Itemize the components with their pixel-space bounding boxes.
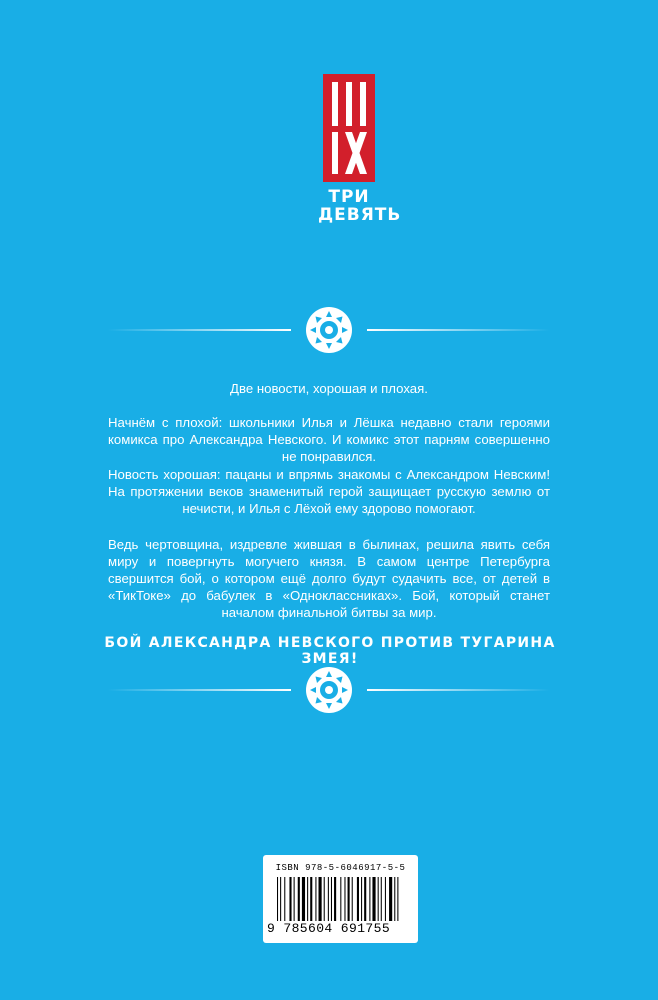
divider-line (108, 329, 291, 331)
ornament-divider-bottom (108, 665, 550, 715)
logo-text-line2: ДЕВЯТЬ (318, 205, 402, 225)
blurb-paragraph-4: Ведь чертовщина, издревле жившая в былинах, решила явить себя миру и повергнуть могучего князя. В самом центре Петербурга свершится бой, о котором ещё долго будут судачить все, от детей в «ТикТоке» до бабулек в «Одноклассниках». Бой, который станет началом финальной битвы за мир. (108, 537, 550, 620)
blurb-paragraph-3: Новость хорошая: пацаны и впрямь знакомы с Александром Невским! На протяжении веков знаменитый герой защищает русскую землю от нечисти, и Илья с Лёхой ему здорово помогают. (108, 467, 550, 516)
blurb-paragraph-1: Две новости, хорошая и плохая. (230, 381, 428, 396)
ornament-divider-top (108, 305, 550, 355)
isbn-label: ISBN 978-5-6046917-5-5 (275, 863, 406, 873)
isbn-barcode (263, 855, 418, 943)
divider-line (367, 689, 550, 691)
ornament-emblem-icon (304, 665, 354, 715)
barcode-icon (277, 877, 407, 921)
ornament-emblem-icon (304, 305, 354, 355)
blurb-paragraph-2: Начнём с плохой: школьники Илья и Лёшка недавно стали героями комикса про Александра Невского. И комикс этот парням совершенно не понравился. (108, 415, 550, 464)
logo-text-line1: ТРИ (328, 187, 370, 207)
ean-digits: 9 785604 691755 (267, 921, 391, 936)
roman-numeral-icon (323, 74, 375, 182)
publisher-logo (318, 74, 402, 225)
logo-mark (323, 74, 375, 182)
divider-line (367, 329, 550, 331)
tagline: БОЙ АЛЕКСАНДРА НЕВСКОГО ПРОТИВ ТУГАРИНА ЗМЕЯ! (104, 635, 556, 667)
divider-line (108, 689, 291, 691)
